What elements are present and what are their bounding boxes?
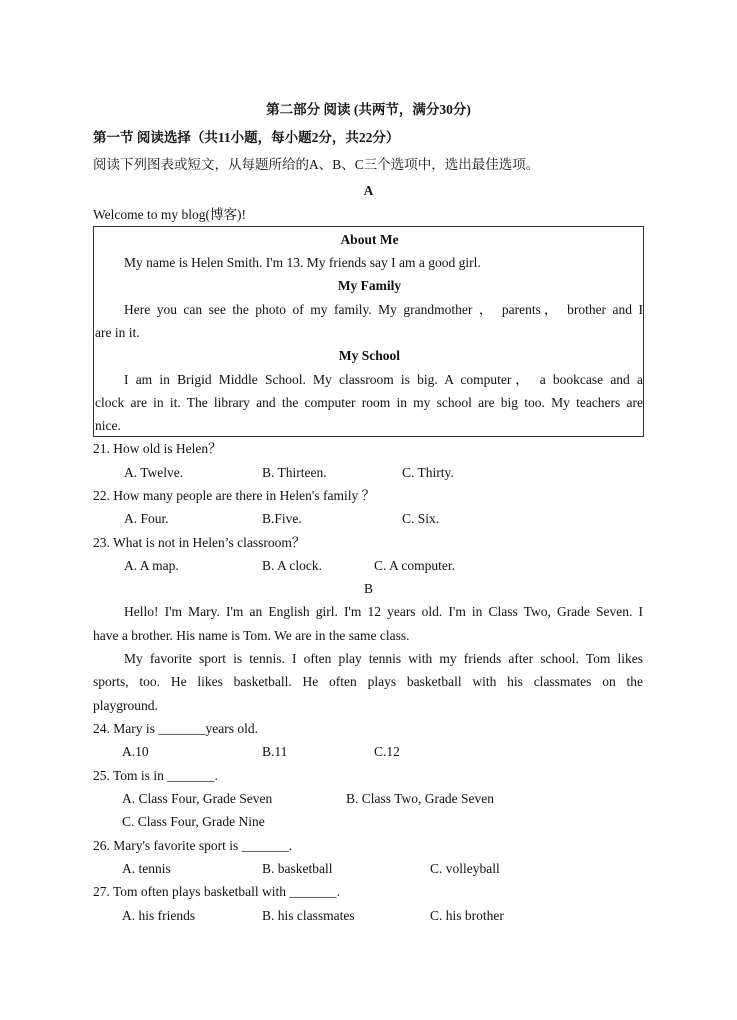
- option-a: A. Twelve.: [124, 465, 184, 480]
- question-stem: 23. What is not in Helen’s classroom？: [93, 535, 306, 550]
- option-a: A. his friends: [122, 908, 196, 923]
- my-school-line-2: clock are in it. The library and the computer room in my school are big too. My teachers are: [95, 395, 643, 410]
- about-me-heading: About Me: [340, 232, 399, 247]
- section-title: 第一节 阅读选择（共11小题，每小题2分，共22分）: [93, 130, 400, 145]
- option-b: B.Five.: [262, 511, 302, 526]
- passage-a-label: A: [363, 183, 374, 198]
- option-c: C.12: [374, 744, 400, 759]
- option-c: C. A computer.: [374, 558, 455, 573]
- my-family-line-1: Here you can see the photo of my family. My grandmother ， parents， brother and I: [124, 302, 643, 317]
- option-a: A. Class Four, Grade Seven: [122, 791, 273, 806]
- question-stem: 27. Tom often plays basketball with _______.: [93, 884, 341, 899]
- option-b: B.11: [262, 744, 288, 759]
- question-stem: 22. How many people are there in Helen's family ？: [93, 488, 376, 503]
- my-family-heading: My Family: [337, 278, 402, 293]
- option-b: B. A clock.: [262, 558, 322, 573]
- blog-box: [93, 226, 644, 437]
- question-stem: 25. Tom is in _______.: [93, 768, 218, 783]
- option-b: B. Class Two, Grade Seven: [346, 791, 495, 806]
- passage-b-p1-line-1: Hello! I'm Mary. I'm an English girl. I'm 12 years old. I'm in Class Two, Grade Seven. I: [124, 604, 643, 619]
- about-me-text: My name is Helen Smith. I'm 13. My friends say I am a good girl.: [124, 255, 481, 270]
- question-stem: 26. Mary's favorite sport is _______.: [93, 838, 293, 853]
- instructions: 阅读下列图表或短文，从每题所给的A、B、C三个选项中，选出最佳选项。: [93, 157, 540, 172]
- question-stem: 21. How old is Helen？: [93, 441, 222, 456]
- question-stem: 24. Mary is _______years old.: [93, 721, 258, 736]
- option-a: A.10: [122, 744, 149, 759]
- option-b: B. basketball: [262, 861, 333, 876]
- option-b: B. Thirteen.: [262, 465, 327, 480]
- option-c: C. his brother: [430, 908, 504, 923]
- option-b: B. his classmates: [262, 908, 355, 923]
- option-c: C. Six.: [402, 511, 440, 526]
- blog-intro: Welcome to my blog(博客)!: [93, 207, 247, 222]
- option-c: C. Class Four, Grade Nine: [122, 814, 265, 829]
- passage-b-label: B: [363, 581, 373, 596]
- option-c: C. volleyball: [430, 861, 500, 876]
- my-school-line-3: nice.: [95, 418, 121, 433]
- passage-b-p1-line-2: have a brother. His name is Tom. We are in the same class.: [93, 628, 410, 643]
- my-family-line-2: are in it.: [95, 325, 140, 340]
- passage-b-p2-line-3: playground.: [93, 698, 158, 713]
- my-school-heading: My School: [338, 348, 401, 363]
- part-title: 第二部分 阅读 (共两节，满分30分): [266, 102, 471, 117]
- option-c: C. Thirty.: [402, 465, 454, 480]
- passage-b-p2-line-1: My favorite sport is tennis. I often play tennis with my friends after school. Tom likes: [124, 651, 643, 666]
- option-a: A. A map.: [124, 558, 179, 573]
- passage-b-p2-line-2: sports, too. He likes basketball. He often plays basketball with his classmates on the: [93, 674, 643, 689]
- option-a: A. Four.: [124, 511, 169, 526]
- option-a: A. tennis: [122, 861, 171, 876]
- my-school-line-1: I am in Brigid Middle School. My classroom is big. A computer， a bookcase and a: [124, 372, 643, 387]
